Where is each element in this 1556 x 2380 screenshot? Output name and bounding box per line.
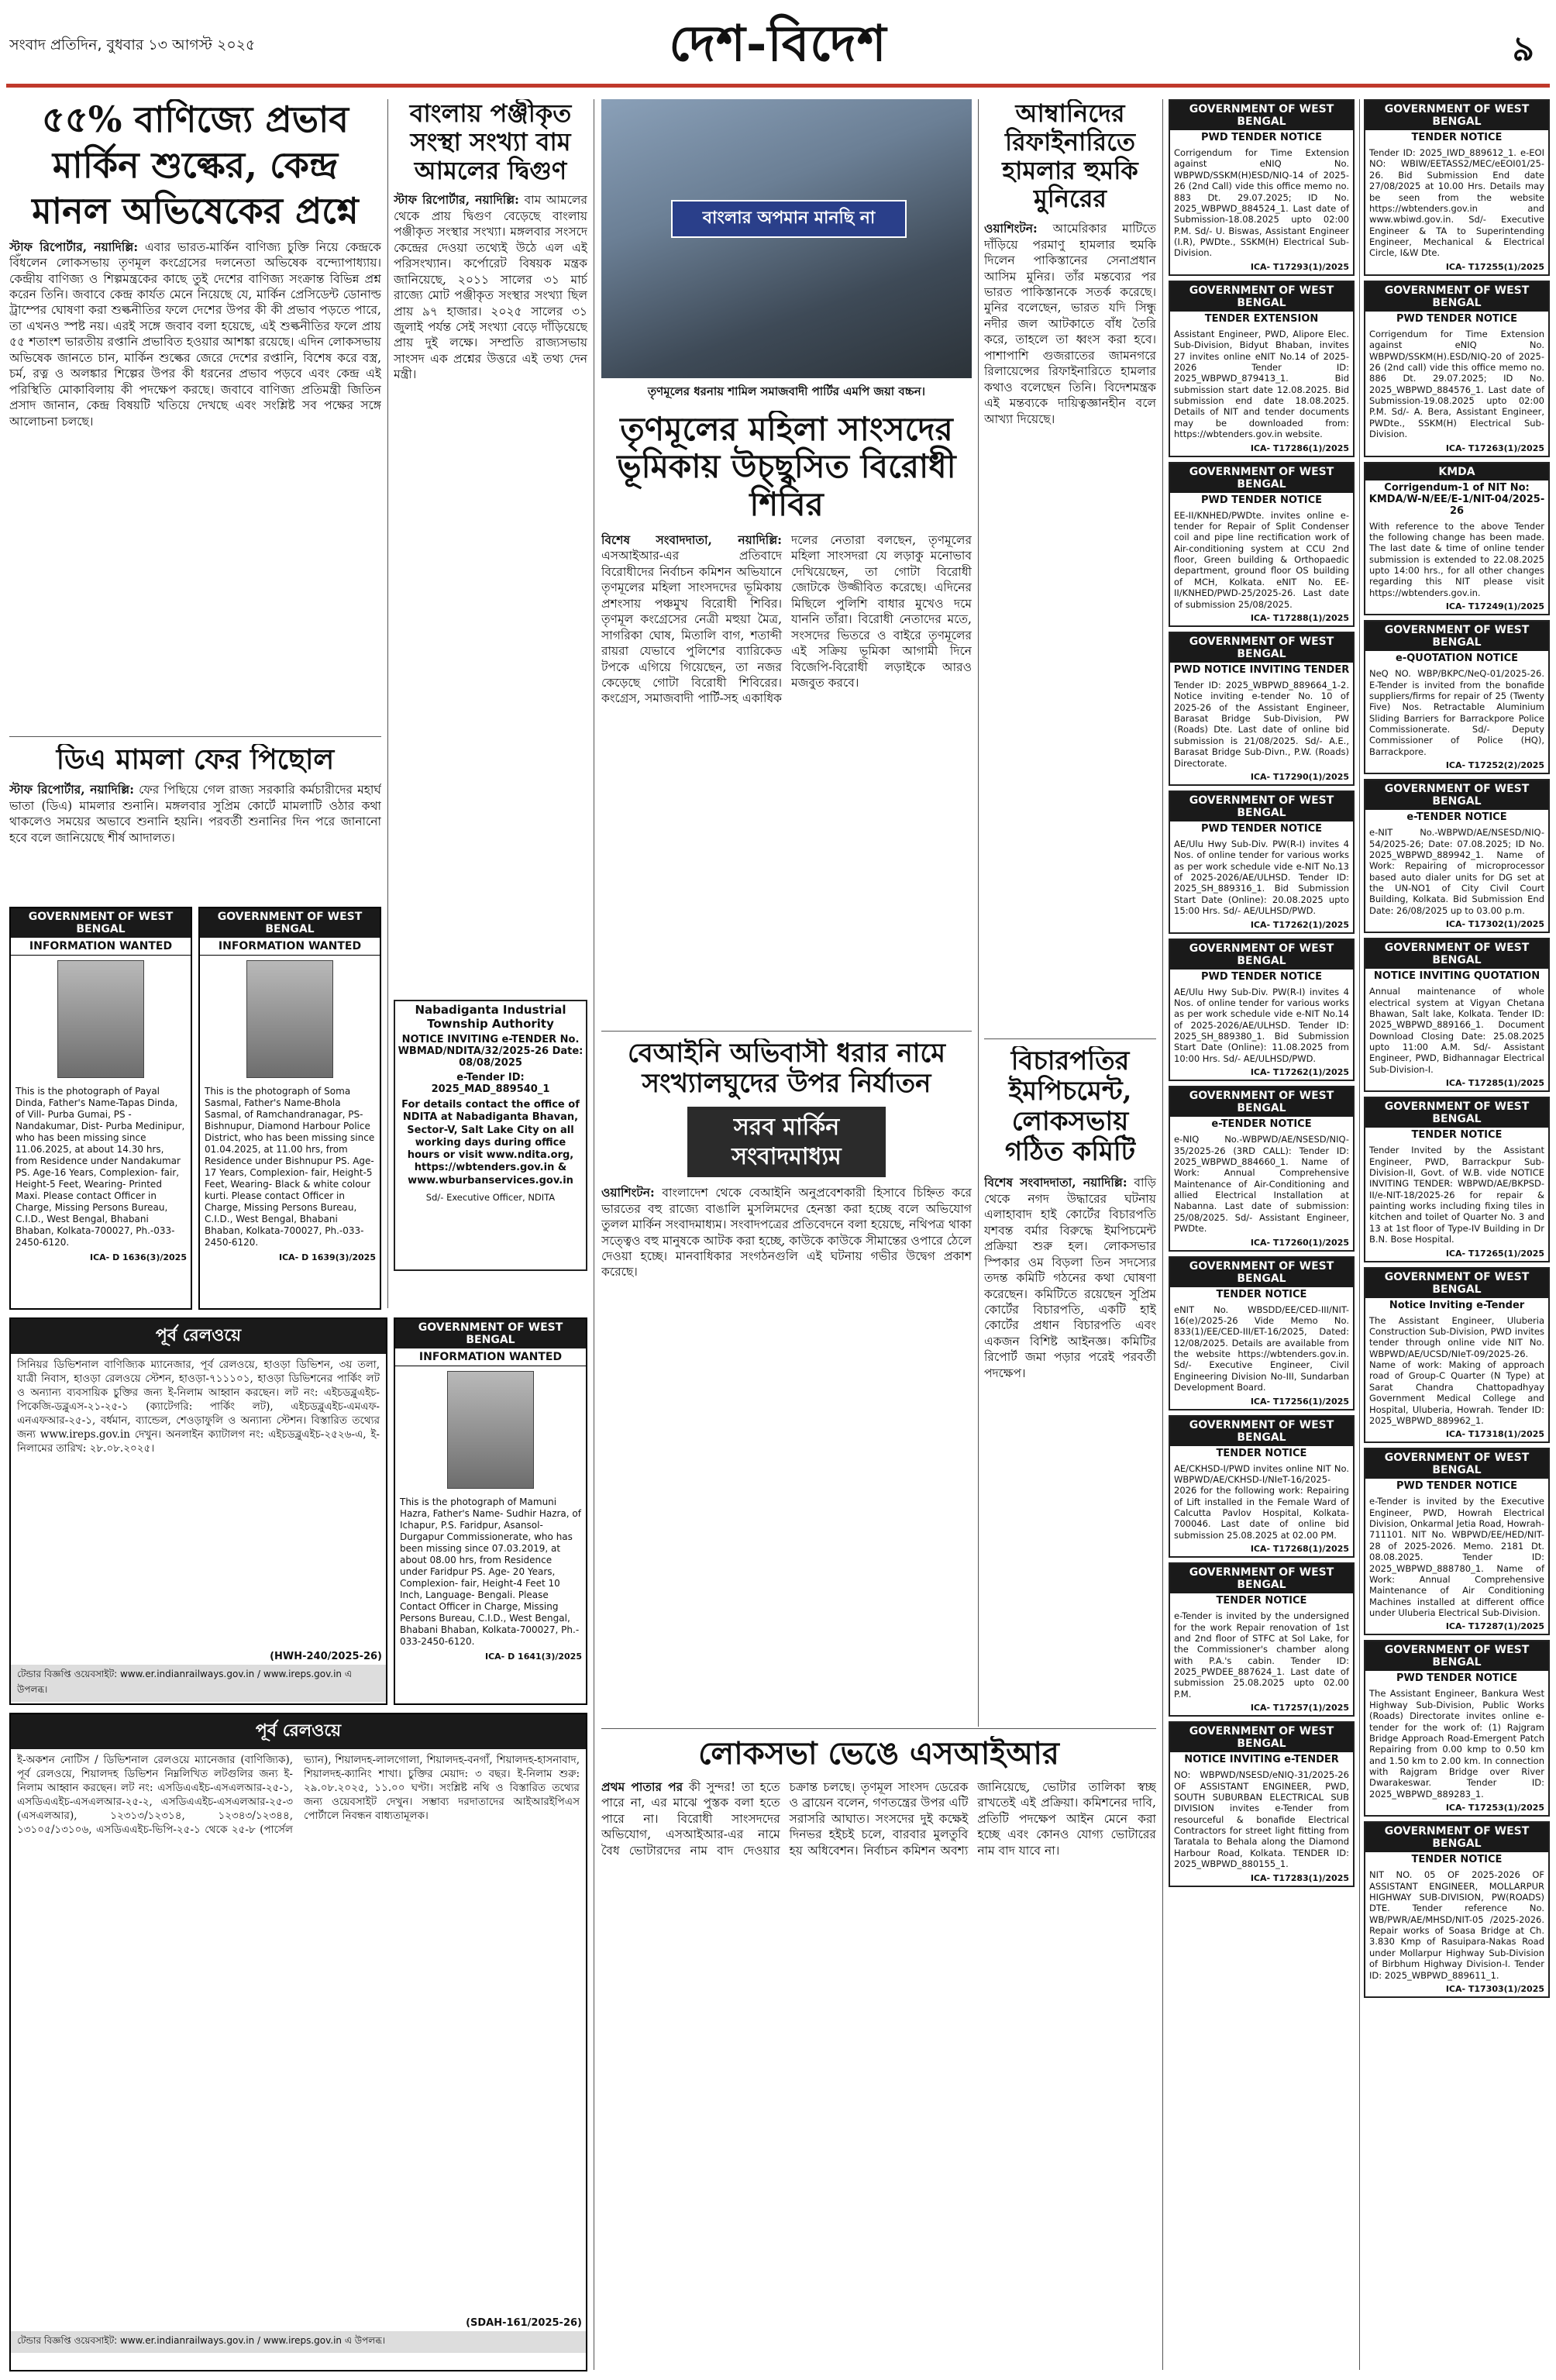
gov-notice [1169, 632, 1355, 786]
gov-notice [1169, 939, 1355, 1082]
notice-text: Corrigendum for Time Extension against eNIQ No. WBPWD/SSKM(H).ESD/NIQ-20 of 2025-26 (2nd call) vide this office memo no. 886 Dt. 29.07.2025; ID No. 2025_WBPWD_884576_1. Last date of Submission-19.08.2025 upto 02:00 P.M. Sd/- A. Bera, Assistant Engineer, PWDte., SSKM(H) Electrical Sub-Division. [1369, 328, 1544, 440]
notice-sub: PWD NOTICE INVITING TENDER [1173, 663, 1350, 676]
notice-text: Annual maintenance of whole electrical system at Vigyan Chetana Bhawan, Salt lake, Kolkata. Tender ID: 2025_WBPWD_889166_1. Document Download Closing Date: 25.08.2025 upto 11:00 A.M. Sd/- Assistant Engineer, PWD, Bidhannagar Electrical Sub-Division-I. [1369, 986, 1544, 1075]
lead-story [9, 99, 381, 673]
tmc-headline: তৃণমূলের মহিলা সাংসদের ভূমিকায় উচ্ছ্বসিত বিরোধী শিবির [617, 411, 956, 523]
refinery-story [984, 99, 1156, 874]
notice-ref: ICA- T17287(1)/2025 [1445, 1621, 1544, 1632]
missing-person-photo [246, 960, 333, 1078]
notice-sub: PWD TENDER NOTICE [1200, 970, 1323, 983]
gov-notice [1169, 99, 1355, 276]
tmc-byline: বিশেষ সংবাদদাতা, নয়াদিল্লি: [601, 532, 782, 547]
notice-sub: INFORMATION WANTED [11, 938, 191, 956]
notice-text: NO: WBPWD/NSESD/eNIQ-31/2025-26 OF ASSISTANT ENGINEER, PWD, SOUTH SUBURBAN ELECTRICAL SUB DIVISION invites e-Tender from resourceful & bonafide Electrical Contractors for street light fitting from Taratala to Behala along the Diamond Harbour Road, Kolkata. TENDER ID: 2025_WBPWD_880155_1. [1174, 1769, 1349, 1870]
notice-ref: ICA- T17262(1)/2025 [1250, 919, 1349, 930]
notice-sub: PWD TENDER NOTICE [1200, 822, 1323, 835]
notice-sub: TENDER EXTENSION [1204, 312, 1319, 325]
notice-head: GOVERNMENT OF WEST BENGAL [1365, 1641, 1548, 1671]
notice-ref: ICA- D 1639(3)/2025 [279, 1252, 376, 1262]
lead-byline: স্টাফ রিপোর্টার, নয়াদিল্লি: [9, 239, 139, 254]
notice-ref: ICA- T17256(1)/2025 [1250, 1396, 1349, 1407]
notice-sub: NOTICE INVITING QUOTATION [1373, 970, 1541, 983]
ndita-text: For details contact the office of NDITA at Nabadiganta Bhavan, Sector-V, Salt Lake City on all working days during office hours or visit www.ndita.org, https://wbtenders.gov.in & www.wburbanservices.gov.in [401, 1099, 580, 1187]
gov-notice [1364, 99, 1550, 276]
notice-text: Tender ID: 2025_IWD_889612_1. e-EOI NO: WBIW/EETASS2/MEC/eEOI01/25-26. Bid Submission End date 27/08/2025 at 10.00 Hrs. Details may be seen from the website https://wbtenders.gov.in and www.wbiwd.gov.in. Sd/- Executive Engineer & TA to Superintending Engineer, Mechanical & Electrical Circle, I&W Dte. [1369, 147, 1544, 259]
second-body: বাম আমলের থেকে প্রায় দ্বিগুণ বেড়েছে বাংলায় পঞ্জীকৃত সংস্থার সংখ্যা। মঙ্গলবার সংসদে কেন্দ্রের দেওয়া তথ্যেই উঠে এল এই পরিসংখ্যান। কর্পোরেট বিষয়ক মন্ত্রক জানিয়েছে, ২০১১ সালের ৩১ মার্চ রাজ্যে মোট পঞ্জীকৃত সংস্থার সংখ্যা ছিল প্রায় ৯৭ হাজার। ২০২৫ সালের ৩১ জুলাই পর্যন্ত সেই সংখ্যা বেড়ে দাঁড়িয়েছে প্রায় দুই লক্ষে। সম্প্রতি রাজ্যসভায় সাংসদ এক প্রশ্নের উত্তরে এই তথ্য দেন মন্ত্রী। [394, 193, 587, 382]
notice-head: GOVERNMENT OF WEST BENGAL [1365, 1823, 1548, 1852]
notice-ref: ICA- T17265(1)/2025 [1445, 1248, 1544, 1259]
notice-ref: ICA- T17255(1)/2025 [1445, 261, 1544, 272]
notice-head: GOVERNMENT OF WEST BENGAL [1170, 1417, 1353, 1446]
notice-heading: GOVERNMENT OF WEST BENGAL [11, 908, 191, 938]
immigrant-body: বাংলাদেশ থেকে বেআইনি অনুপ্রবেশকারী হিসাবে চিহ্নিত করে ভারতের বহু রাজ্যে বাঙালি মুসলিমদের হেনস্তা করা হচ্ছে বলে অভিযোগ তুলল মার্কিন সংবাদমাধ্যম। সংবাদপত্রের প্রতিবেদনে বলা হয়েছে, নথিপত্র থাকা সত্ত্বেও বহু মানুষকে আটক করা হচ্ছে, কাউকে কাউকে সীমান্তের ওপারে ঠেলে দেওয়া হচ্ছে। মানবাধিকার সংগঠনগুলি এই ঘটনায় গভীর উদ্বেগ প্রকাশ করেছে। [601, 1186, 972, 1280]
lead-body: এবার ভারত-মার্কিন বাণিজ্য চুক্তি নিয়ে কেন্দ্রকে বিঁধলেন লোকসভায় তৃণমূল কংগ্রেসের দলনেতা অভিষেক বন্দ্যোপাধ্যায়। কেন্দ্রীয় বাণিজ্য ও শিল্পমন্ত্রকের কাছে তুই দেশের বাণিজ্য সংক্রান্ত বিভিন্ন প্রশ্ন করেন তিনি। জবাবে কেন্দ্র কার্যত মেনে নিয়েছে যে, মার্কিন প্রেসিডেন্ট ডোনাল্ড ট্রাম্পের ঘোষণা করা শুল্কনীতির ফলে দেশের উপর কী কী প্রভাব পড়তে পারে, তা এখনও স্পষ্ট নয়। এরই সঙ্গে জবাব বলা হয়েছে, এই শুল্কনীতির ফলে প্রায় ৫৫ শতাংশ ভারতীয় রপ্তানি প্রভাবিত হওয়ার আশঙ্কা রয়েছে। এদিন লোকসভায় অভিষেক জানতে চান, মার্কিন শুল্কের জেরে দেশের রপ্তানি, বিশেষ করে বস্ত্র, চর্ম, রত্ন ও অলঙ্কার শিল্পের উপর কী ধরনের প্রভাব পড়বে এবং কেন্দ্র এই পরিস্থিতি মোকাবিলায় কী পদক্ষেপ করছে। জবাবে বাণিজ্য প্রতিমন্ত্রী জিতিন প্রসাদ জানান, কেন্দ্র বিষয়টি খতিয়ে দেখছে এবং সংশ্লিষ্ট সব পক্ষের সঙ্গে আলোচনা চলছে। [9, 239, 381, 429]
notice-head: GOVERNMENT OF WEST BENGAL [1170, 792, 1353, 821]
eastern-railway-notice [9, 1317, 387, 1705]
notice-text: With reference to the above Tender the following change has been made. The last date & time of online tender submission is extended to 22.08.2025 upto 14:00 hrs., for all other changes regarding this NIT please visit https://wbtenders.gov.in. [1369, 520, 1544, 598]
missing-person-notice [198, 907, 381, 1310]
da-body: ফের পিছিয়ে গেল রাজ্য সরকারি কর্মচারীদের মহার্ঘ ভাতা (ডিএ) মামলার শুনানি। মঙ্গলবার সুপ্রিম কোর্টে মামলাটি ওঠার কথা থাকলেও সময়ের অভাবে শুনানি হয়নি। পরবর্তী শুনানির দিন পরে জানানো হবে বলে জানিয়েছে শীর্ষ আদালত। [9, 783, 381, 845]
notice-head: GOVERNMENT OF WEST BENGAL [1170, 1087, 1353, 1117]
notice-sub: e-TENDER NOTICE [1406, 811, 1507, 824]
notice-ref: ICA- D 1641(3)/2025 [485, 1652, 582, 1662]
section-title: দেশ-বিদেশ [669, 15, 887, 73]
notice-text: This is the photograph of Mamuni Hazra, Father's Name- Sudhir Hazra, of Ichapur, P.S. Faridpur, Asansol-Durgapur Commissionerate, who has been missing since 07.03.2019, at about 08.00 hrs, from Residence under Faridpur PS. Age- 20 Years, Complexion- fair, Height-4 Feet 10 Inch, Language- Bengali. Please Contact Officer in Charge, Missing Persons Bureau, C.I.D., West Bengal, Bhabani Bhaban, Kolkata-700027, Ph.- 033-2450-6120. [400, 1497, 581, 1647]
notice-sub: TENDER NOTICE [1216, 1595, 1307, 1607]
notice-text: Corrigendum for Time Extension against eNIQ No. WBPWD/SSKM(H)ESD/NIQ-14 of 2025-26 (2nd Call) vide this office memo no. 883 Dt. 29.07.2025; ID No. 2025_WBPWD_884524_1. Last date of Submission-18.08.2025 upto 02:00 P.M. Sd/- U. Biswas, Assistant Engineer (I.R), PWDte., SSKM(H) Electrical Sub-Division. [1174, 147, 1349, 259]
gov-notice [1169, 1721, 1355, 1886]
gov-notice [1169, 1562, 1355, 1717]
sir-story [601, 1736, 1156, 2371]
notice-sub: e-TENDER NOTICE [1211, 1118, 1312, 1131]
notice-sub: TENDER NOTICE [1216, 1447, 1307, 1459]
gov-notice [1169, 1086, 1355, 1251]
immigrant-byline: ওয়াশিংটন: [601, 1185, 655, 1200]
missing-person-notice [394, 1317, 587, 1705]
notice-text: eNIT No. WBSDD/EE/CED-III/NIT-16(e)/2025-26 Vide Memo No. 833(1)/EE/CED-III/ET-16/2025, Dated: 12/08/2025. Details are available from the website https://wbtenders.gov.in. Sd/- Executive Engineer, Civil Engineering Division No-III, Sundarban Development Board. [1174, 1304, 1349, 1393]
notice-head: GOVERNMENT OF WEST BENGAL [1170, 463, 1353, 493]
notice-ref: ICA- T17249(1)/2025 [1445, 601, 1544, 612]
lead-headline-3: মানল অভিষেকের প্রশ্নে [32, 189, 359, 232]
notice-head: GOVERNMENT OF WEST BENGAL [1170, 101, 1353, 130]
notice-text: Tender ID: 2025_WBPWD_889664_1-2. Notice inviting e-tender No. 10 of 2025-26 of the Assistant Engineer, Barasat Bridge Sub-Division, PW (Roads) Dte. Last date of online bid submission is 21/08/2025. Sd/- A.E., Barasat Bridge Sub-Divn., P.W. (Roads) Directorate. [1174, 679, 1349, 769]
notice-sub: Corrigendum-1 of NIT No: KMDA/W-N/EE/E-1/NIT-04/2025-26 [1368, 481, 1545, 517]
notice-ref: ICA- T17303(1)/2025 [1445, 1983, 1544, 1994]
railway-ref: (SDAH-161/2025-26) [466, 2317, 582, 2329]
notice-head: GOVERNMENT OF WEST BENGAL [1365, 101, 1548, 130]
notice-sub: INFORMATION WANTED [200, 938, 380, 956]
gov-notice [1364, 620, 1550, 774]
notice-head: KMDA [1365, 463, 1548, 480]
notice-text: e-NIT No.-WBPWD/AE/NSESD/NIQ-54/2025-26; Date: 07.08.2025; ID No. 2025_WBPWD_889942_1. Name of Work: Repairing of microprocessor based auto dialer units for DG set at the UN-NO1 of City Civil Court Building, Kolkata. Bid Submission End Date: 26/08/2025 up to 03.00 p.m. [1369, 827, 1544, 916]
immigrant-story [601, 1038, 972, 1720]
railway-ref: (HWH-240/2025-26) [270, 1651, 382, 1662]
refinery-byline: ওয়াশিংটন: [984, 221, 1038, 236]
notice-sub: PWD TENDER NOTICE [1200, 132, 1323, 143]
second-byline: স্টাফ রিপোর্টার, নয়াদিল্লি: [394, 192, 519, 208]
notice-text: EE-II/KNHED/PWDte. invites online e-tender for Repair of Split Condenser coil and pipe line rectification work of Air-conditioning system at CCU 2nd floor, Green building & Orthopaedic department, ground floor OS building of MCH, Kolkata. eNIT No. EE-II/KNHED/PWD-25/2025-26. Last date of submission 25/08/2025. [1174, 509, 1349, 610]
notice-sub: TENDER NOTICE [1411, 1129, 1503, 1142]
protest-banner: বাংলার অপমান মানছি না [671, 200, 907, 238]
date-line: সংবাদ প্রতিদিন, বুধবার ১৩ আগস্ট ২০২৫ [9, 36, 256, 53]
notice-text: This is the photograph of Payal Dinda, Father's Name-Tapas Dinda, of Vill- Purba Gumai, PS - Nandakumar, Dist- Purba Medinipur, who has been missing since 11.06.2025, at about 14.30 hrs, from Residence under Nandakumar PS. Age-16 Years, Complexion- fair, Height-5 Feet, Wearing- Printed Maxi. Please contact Officer in Charge, Missing Persons Bureau, C.I.D., West Bengal, Bhabani Bhaban, Kolkata-700027, Ph.-033-2450-6120. [15, 1086, 185, 1248]
gov-notice [1364, 779, 1550, 933]
notice-text: Assistant Engineer, PWD, Alipore Elec. Sub-Division, Bidyut Bhaban, invites 27 invites online eNIT No.14 of 2025-2026 Tender ID: 2025_WBPWD_879413_1. Bid submission start date 12.08.2025. Bid submission end date 18.08.2025. Details of NIT and tender documents may be downloaded from: https://wbtenders.gov.in website. [1174, 328, 1349, 440]
page-number: ৯ [1512, 29, 1534, 69]
railway-body: সিনিয়র ডিভিশনাল বাণিজ্যিক ম্যানেজার, পূর্ব রেলওয়ে, হাওড়া ডিভিশন, ৩য় তলা, যাত্রী নিবাস, হাওড়া রেলওয়ে স্টেশন, হাওড়া-৭১১১০১, হাওড়া ডিভিশনের পার্কিং লট ও অন্যান্য ব্যবসায়িক চুক্তির জন্য ই-নিলাম আহ্বান করছেন। লট নং: এইচডব্লুএইচ-পিকেজি-ডব্লুএস-২১-২৫-১ (ক্যাটেগরি: পার্কিং লট), এইচডব্লুএইচ-এমএফ-এনএফআর-২৫-১, বর্ধমান, ব্যান্ডেল, শেওড়াফুলি ও অন্যান্য স্টেশন। বিস্তারিত তথ্যের জন্য www.ireps.gov.in দেখুন। অনলাইন ক্যাটালগ নং: এইচডব্লুএইচ-২৫২৬-এ, ই-নিলামের তারিখ: ২৮.০৮.২০২৫। [17, 1359, 380, 1455]
da-story [9, 744, 381, 899]
lead-headline-1: ৫৫% বাণিজ্যে প্রভাব [42, 99, 349, 140]
railway-footer: টেন্ডার বিজ্ঞপ্তি ওয়েবসাইট: www.er.indianrailways.gov.in / www.ireps.gov.in এ উপলব্ধ। [11, 2331, 586, 2353]
impeachment-headline: বিচারপতির ইমপিচমেন্ট, লোকসভায় গঠিত কমিটি [1004, 1046, 1136, 1168]
notice-text: e-Tender is invited by the undersigned for the work Repair renovation of 1st and 2nd floor of STFC at Sol Lake, for the Commissioner's chamber along with P.A.'s cabin. Tender ID: 2025_PWDEE_887624_1. Last date of submission 25.08.2025 upto 02.00 P.M. [1174, 1610, 1349, 1700]
notice-text: e-Tender is invited by the Executive Engineer, PWD, Howrah Electrical Division, Onkarmal Jetia Road, Howrah-711101. NIT No. WBPWD/EE/HED/NIT-28 of 2025-2026. Memo. 2181 Dt. 08.08.2025. Tender ID: 2025_WBPWD_888780_1. Name of Work: Annual Comprehensive Maintenance of Air Conditioning Machines installed at different office under Uluberia Electrical Sub-Division. [1369, 1496, 1544, 1618]
railway-body: ই-অকশন নোটিস / ডিভিশনাল রেলওয়ে ম্যানেজার (বাণিজ্যিক), পূর্ব রেলওয়ে, শিয়ালদহ ডিভিশন নিম্নলিখিত লটগুলির জন্য ই-নিলাম আহ্বান করছেন। লট নং: এসডিএএইচ-এসএলআর-২৫-১, এসডিএএইচ-এসএলআর-২৫-২, এসডিএএইচ-এসএলআর-২৫-৩ (এসএলআর), ১২৩১৩/১২৩১৪, ১২৩৪৩/১২৩৪৪, ১৩১০৫/১৩১০৬, এসডিএএইচ-ভিপি-২৫-১ থেকে ২৫-৮ (পার্সেল ভ্যান), শিয়ালদহ-লালগোলা, শিয়ালদহ-বনগাঁ, শিয়ালদহ-হাসনাবাদ, শিয়ালদহ-ক্যানিং শাখা। চুক্তির মেয়াদ: ৩ বছর। ই-নিলাম শুরু: ২৯.০৮.২০২৫, ১১.০০ ঘণ্টা। সংশ্লিষ্ট নথি ও বিস্তারিত তথ্যের জন্য ওয়েবসাইট দেখুন। সম্ভাব্য দরদাতাদের আইআরইপিএস পোর্টালে নিবন্ধন বাধ্যতামূলক। [17, 1754, 580, 1836]
lead-headline-2: মার্কিন শুল্কের, কেন্দ্র [52, 143, 339, 186]
missing-person-notice [9, 907, 192, 1310]
notice-head: GOVERNMENT OF WEST BENGAL [1170, 940, 1353, 970]
notice-ref: ICA- T17253(1)/2025 [1445, 1803, 1544, 1813]
notice-ref: ICA- T17285(1)/2025 [1445, 1078, 1544, 1089]
notice-heading: GOVERNMENT OF WEST BENGAL [395, 1319, 586, 1348]
notice-sub: PWD TENDER NOTICE [1396, 1480, 1518, 1493]
notice-ref: ICA- T17286(1)/2025 [1250, 443, 1349, 453]
notice-ref: ICA- T17257(1)/2025 [1250, 1703, 1349, 1714]
impeachment-byline: বিশেষ সংবাদদাতা, নয়াদিল্লি: [984, 1175, 1127, 1190]
notice-head: GOVERNMENT OF WEST BENGAL [1170, 282, 1353, 312]
da-byline: স্টাফ রিপোর্টার, নয়াদিল্লি: [9, 782, 134, 797]
gov-notice [1364, 1640, 1550, 1817]
notice-ref: ICA- T17252(2)/2025 [1445, 760, 1544, 771]
impeachment-story [984, 1046, 1156, 1720]
notice-ref: ICA- T17283(1)/2025 [1250, 1872, 1349, 1883]
notice-head: GOVERNMENT OF WEST BENGAL [1365, 1449, 1548, 1479]
photo-caption: তৃণমূলের ধরনায় শামিল সমাজবাদী পার্টির এমপি জয়া বচ্চন। [647, 384, 926, 398]
notice-sub: TENDER NOTICE [1216, 1288, 1307, 1300]
da-headline: ডিএ মামলা ফের পিছোল [56, 744, 335, 776]
notice-head: GOVERNMENT OF WEST BENGAL [1170, 633, 1353, 663]
notice-text: The Assistant Engineer, Bankura West Highway Sub-Division, Public Works (Roads) Directorate invites online e-tender for the work of: (1) Rajgram Bridge Approach Road-Emergent Patch Repairing from 0.00 kmp to 0.50 km and 1.50 km to 2.00 km. In connection with Rajgram Bridge over River Dwarakeswar. Tender ID: 2025_WBPWD_889283_1. [1369, 1688, 1544, 1800]
notice-ref: ICA- T17293(1)/2025 [1250, 261, 1349, 272]
notice-sub: TENDER NOTICE [1411, 1854, 1503, 1866]
notice-text: AE/Ulu Hwy Sub-Div. PW(R-I) invites 4 Nos. of online tender for various works as per work schedule vide e-NIT No.13 of 2025-2026/AE/ULHSD. Tender ID: 2025_SH_889316_1. Bid Submission Start Date (Online): 20.08.2025 upto 15:00 Hrs. Sd/- AE/ULHSD/PWD. [1174, 838, 1349, 917]
immigrant-headline: বেআইনি অভিবাসী ধরার নামে সংখ্যালঘুদের উপর নির্যাতন [627, 1038, 946, 1100]
gov-notice [1169, 1256, 1355, 1410]
notice-ref: ICA- T17268(1)/2025 [1250, 1544, 1349, 1555]
ndita-tender-notice [394, 1000, 587, 1271]
notice-ref: ICA- T17262(1)/2025 [1250, 1067, 1349, 1078]
railway-title: পূর্ব রেলওয়ে [11, 1714, 586, 1749]
refinery-body: আমেরিকার মাটিতে দাঁড়িয়ে পরমাণু হামলার হুমকি দিলেন পাকিস্তানের সেনাপ্রধান আসিম মুনির। তাঁর মন্তব্যের পর ভারত পাকিস্তানকে সতর্ক করেছে। মুনির বলেছেন, ভারত যদি সিন্ধু নদীর জল আটকাতে বাঁধ তৈরি করে, তাহলে তা ধ্বংস করা হবে। পাশাপাশি গুজরাতের জামনগরে রিলায়েন্সের রিফাইনারিতে হামলার কথাও বলেছেন তিনি। বিদেশমন্ত্রক এই মন্তব্যকে দায়িত্বজ্ঞানহীন বলে আখ্যা দিয়েছে। [984, 222, 1156, 426]
notice-head: GOVERNMENT OF WEST BENGAL [1170, 1723, 1353, 1752]
eastern-railway-notice [9, 1713, 587, 2371]
notice-text: AE/CKHSD-I/PWD invites online NIT No. WBPWD/AE/CKHSD-I/NIeT-16/2025-2026 for the following work: Repairing of Lift installed in the Female Ward of Calcutta Pavlov Hospital, Kolkata-700046. Last date of online bid submission 25.08.2025 at 02.00 PM. [1174, 1462, 1349, 1541]
notice-sub: Notice Inviting e-Tender [1389, 1299, 1525, 1311]
notice-sub: e-QUOTATION NOTICE [1396, 653, 1518, 665]
masthead-rule [6, 84, 1550, 88]
immigrant-highlight: সরব মার্কিন সংবাদমাধ্যম [687, 1107, 886, 1177]
gov-notice [1364, 1097, 1550, 1262]
missing-person-photo [57, 960, 144, 1078]
gov-notice [1364, 462, 1550, 616]
notice-head: GOVERNMENT OF WEST BENGAL [1365, 939, 1548, 969]
gov-notice [1364, 281, 1550, 457]
gov-notice [1169, 281, 1355, 457]
notice-ref: ICA- T17318(1)/2025 [1445, 1429, 1544, 1440]
notice-head: GOVERNMENT OF WEST BENGAL [1365, 282, 1548, 312]
notice-head: GOVERNMENT OF WEST BENGAL [1365, 622, 1548, 651]
notice-ref: ICA- T17302(1)/2025 [1445, 919, 1544, 930]
notice-head: GOVERNMENT OF WEST BENGAL [1365, 1269, 1548, 1298]
gov-notice [1364, 1821, 1550, 1998]
notice-sub: PWD TENDER NOTICE [1396, 312, 1518, 325]
protest-photo [601, 99, 972, 378]
sir-body: কী সুন্দর! তা হতে পারে না, এর মাঝে পুস্তক বলা হতে পারে না। বিরোধী সাংসদদের অভিযোগ, এসআইআর-এর নামে বৈধ ভোটারদের নাম বাদ দেওয়ার চক্রান্ত চলছে। তৃণমূল সাংসদ ডেরেক ও ব্রায়েন বলেন, গণতন্ত্রের উপর এটি সরাসরি আঘাত। সংসদের দুই কক্ষেই দিনভর হইচই চলে, বারবার মুলতুবি হয় অধিবেশন। নির্বাচন কমিশন অবশ্য জানিয়েছে, ভোটার তালিকা স্বচ্ছ রাখতেই এই প্রক্রিয়া। কমিশনের দাবি, প্রতিটি পদক্ষেপ আইন মেনে করা হচ্ছে এবং কোনও যোগ্য ভোটারের নাম বাদ যাবে না। [601, 1780, 1156, 1858]
gov-notice [1169, 462, 1355, 627]
railway-footer: টেন্ডার বিজ্ঞপ্তি ওয়েবসাইট: www.er.indianrailways.gov.in / www.ireps.gov.in এ উপলব্ধ। [11, 1665, 386, 1702]
ndita-title: Nabadiganta Industrial Township Authority [415, 1003, 566, 1031]
notice-ref: ICA- T17260(1)/2025 [1250, 1237, 1349, 1248]
notice-text: NeQ NO. WBP/BKPC/NeQ-01/2025-26. E-Tender is invited from the bonafide suppliers/firms for repair of 25 (Twenty Five) Nos. Retractable Aluminium Sliding Barriers for Barrackpore Police Commissionerate. Sd/- Deputy Commissioner of Police (HQ), Barrackpore. [1369, 668, 1544, 757]
gov-notice [1364, 1267, 1550, 1444]
notice-text: NIT NO. 05 OF 2025-2026 OF ASSISTANT ENGINEER, MOLLARPUR HIGHWAY SUB-DIVISION, PW(ROADS) DTE. Tender reference No. WB/PWR/AE/MHSD/NIT-05 /2025-2026. Repair works of Soasa Bridge at Ch. 3.830 Kmp of Rasuipara-Nakas Road under Mollarpur Highway Sub-Division of Birbhum Highway Division-I. Tender ID: 2025_WBPWD_889611_1. [1369, 1869, 1544, 1981]
notice-sub: NOTICE INVITING e-TENDER [1184, 1754, 1339, 1766]
notice-sub: PWD TENDER NOTICE [1200, 494, 1323, 506]
notice-head: GOVERNMENT OF WEST BENGAL [1170, 1258, 1353, 1287]
sir-byline: প্রথম পাতার পর [601, 1779, 683, 1794]
sir-headline: লোকসভা ভেঙে এসআইআর [698, 1736, 1059, 1772]
notice-text: Tender Invited by the Assistant Engineer, PWD, Barrackpur Sub-Division-II, Govt. of W.B. vide NOTICE INVITING TENDER: WBPWD/AE/BKPSD-II/e-NIT-18/2025-26 for repair & painting works including fixing tiles in kitchen and toilet of Quarter No. 3 and 13 at 1st floor of Type-IV Building in Dr B.N. Bose Hospital. [1369, 1145, 1544, 1245]
notice-ref: ICA- T17263(1)/2025 [1445, 443, 1544, 453]
missing-person-photo [447, 1371, 534, 1489]
notice-ref: ICA- D 1636(3)/2025 [90, 1252, 187, 1262]
notice-ref: ICA- T17290(1)/2025 [1250, 771, 1349, 782]
notice-text: This is the photograph of Soma Sasmal, Father's Name-Bhola Sasmal, of Ramchandranagar, PS- Bishnupur, Diamond Harbour Police District, who has been missing since 01.04.2025, at 11.00 hrs, from Residence under Bishnupur PS. Age-17 Years, Complexion- fair, Height-5 Feet, Wearing- Black & white colour kurti. Please contact Officer in Charge, Missing Persons Bureau, C.I.D., West Bengal, Bhabani Bhaban, Kolkata-700027, Ph.-033-2450-6120. [205, 1086, 375, 1248]
notice-head: GOVERNMENT OF WEST BENGAL [1365, 1098, 1548, 1128]
gov-notice [1364, 938, 1550, 1092]
notice-text: AE/Ulu Hwy Sub-Div. PW(R-I) invites 4 Nos. of online tender for various works as per work schedule vide e-NIT No.14 of 2025-2026/AE/ULHSD. Tender ID: 2025_SH_889380_1. Bid Submission Start Date (Online): 11.08.2025 from 10:00 Hrs. Sd/- AE/ULHSD/PWD. [1174, 986, 1349, 1064]
refinery-headline: আম্বানিদের রিফাইনারিতে হামলার হুমকি মুনিরের [1002, 99, 1138, 214]
ndita-sign: Sd/- Executive Officer, NDITA [425, 1191, 556, 1203]
tmc-body: এসআইআর-এর প্রতিবাদে বিরোধীদের নির্বাচন কমিশন অভিযানে তৃণমূলের মহিলা সাংসদদের ভূমিকায় প্রশংসায় পঞ্চমুখ বিরোধী শিবির। তৃণমূল কংগ্রেসের নেত্রী মহুয়া মৈত্র, সাগরিকা ঘোষ, মিতালি বাগ, শতাব্দী রায়রা যেভাবে পুলিশের ব্যারিকেড টপকে এগিয়ে গিয়েছেন, তা নজর কেড়েছে গোটা বিরোধী শিবিরের। কংগ্রেস, সমাজবাদী পার্টি-সহ একাধিক দলের নেতারা বলছেন, তৃণমূলের মহিলা সাংসদরা যে লড়াকু মনোভাব দেখিয়েছেন, তা গোটা বিরোধী জোটকে উজ্জীবিত করেছে। এদিনের মিছিলে পুলিশি বাধার মুখেও দমে যাননি তাঁরা। বিরোধী নেতাদের মতে, সংসদের ভিতরে ও বাইরে তৃণমূলের এই সক্রিয় ভূমিকা আগামী দিনে বিজেপি-বিরোধী লড়াইকে আরও মজবুত করবে। [601, 532, 972, 706]
gov-notices-column-2 [1364, 99, 1550, 2370]
notice-sub: TENDER NOTICE [1411, 132, 1503, 143]
notice-sub: PWD TENDER NOTICE [1396, 1672, 1518, 1685]
gov-notice [1169, 790, 1355, 934]
gov-notice [1169, 1415, 1355, 1559]
gov-notice [1364, 1448, 1550, 1635]
notice-head: GOVERNMENT OF WEST BENGAL [1170, 1564, 1353, 1593]
notice-heading: GOVERNMENT OF WEST BENGAL [200, 908, 380, 938]
notice-head: GOVERNMENT OF WEST BENGAL [1365, 780, 1548, 810]
ndita-tender-id: e-Tender ID: 2025_MAD_889540_1 [431, 1072, 550, 1095]
second-headline: বাংলায় পঞ্জীকৃত সংস্থা সংখ্যা বাম আমলের দ্বিগুণ [409, 99, 572, 185]
notice-text: The Assistant Engineer, Uluberia Construction Sub-Division, PWD invites tender through online vide NIT No. WBPWD/AE/UCSD/NIeT-09/2025-26. Name of work: Making of approach road of Group-C Quarter (N Type) at Sarat Chandra Chattopadhyay Government Medical College and Hospital, Uluberia, Howrah. Tender ID: 2025_WBPWD_889962_1. [1369, 1314, 1544, 1426]
notice-text: e-NIQ No.-WBPWD/AE/NSESD/NIQ-35/2025-26 (3RD CALL): Tender ID: 2025_WBPWD_884660_1. Name of Work: Annual Comprehensive Maintenance of Air-Conditioning and allied Electrical Installation at Nabanna. Last date of submission: 25/08/2025. Sd/- Assistant Engineer, PWDte. [1174, 1134, 1349, 1235]
gov-notices-column-1 [1169, 99, 1355, 2370]
impeachment-body: বাড়ি থেকে নগদ উদ্ধারের ঘটনায় এলাহাবাদ হাই কোর্টের বিচারপতি যশবন্ত বর্মার বিরুদ্ধে ইমপিচমেন্ট প্রক্রিয়া শুরু হল। লোকসভার স্পিকার ওম বিড়লা তিন সদস্যের তদন্ত কমিটি গঠনের কথা ঘোষণা করেছেন। কমিটিতে রয়েছেন সুপ্রিম কোর্টের বিচারপতি, একটি হাই কোর্টের প্রধান বিচারপতি এবং একজন বিশিষ্ট আইনজ্ঞ। কমিটির রিপোর্ট জমা পড়ার পরেই পরবর্তী পদক্ষেপ। [984, 1176, 1156, 1380]
notice-ref: ICA- T17288(1)/2025 [1250, 612, 1349, 623]
ndita-notice: NOTICE INVITING e-TENDER No. WBMAD/NDITA/32/2025-26 Date: 08/08/2025 [398, 1034, 584, 1069]
railway-title: পূর্ব রেলওয়ে [11, 1319, 386, 1354]
notice-sub: INFORMATION WANTED [395, 1348, 586, 1366]
